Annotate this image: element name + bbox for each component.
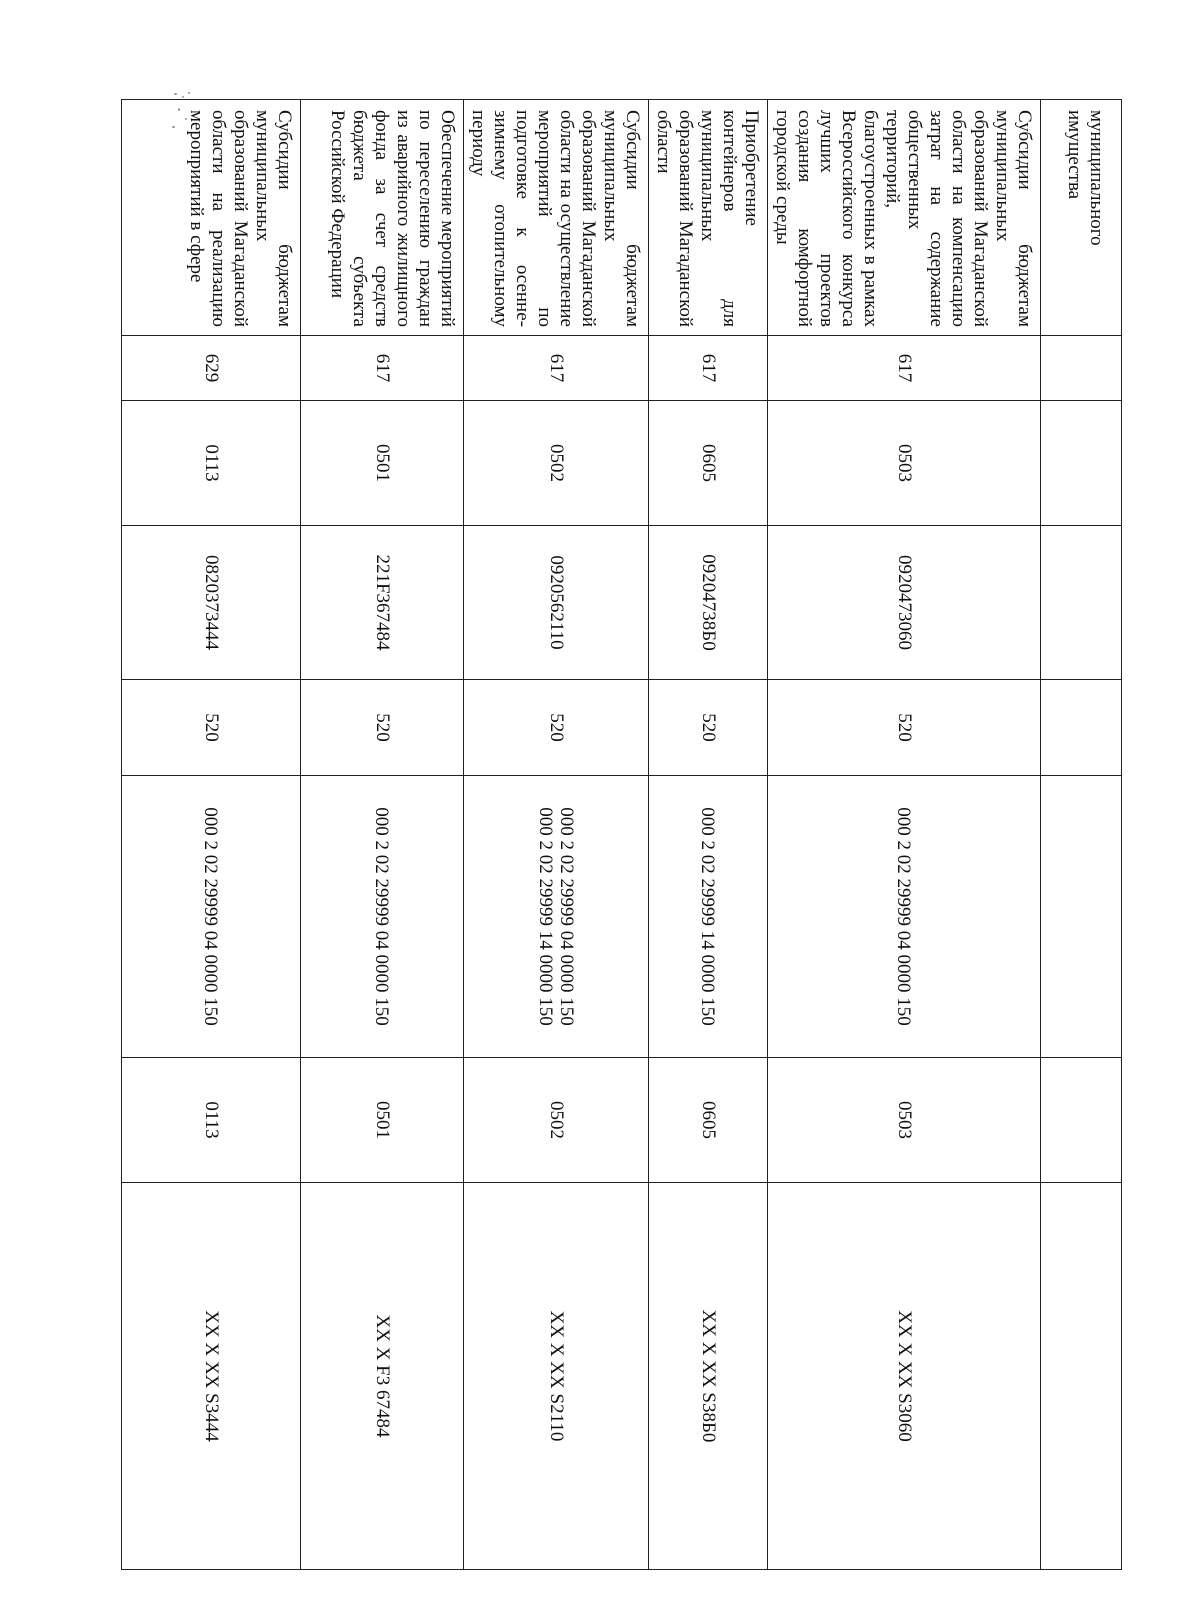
table-row bbox=[768, 100, 1041, 1570]
target-article-cell: 221F367484 bbox=[301, 526, 464, 680]
description-cell: Обеспечение мероприятий по переселению граждан из аварийного жилищного фонда за счет средств бюджета субъекта Российской Федерации bbox=[301, 100, 464, 336]
section-cell: 0502 bbox=[464, 401, 649, 526]
section2-cell: 0503 bbox=[768, 1058, 1041, 1183]
section-cell: 0501 bbox=[301, 401, 464, 526]
income-code-cell bbox=[464, 776, 649, 1058]
income-code-cell bbox=[122, 776, 301, 1058]
local-code-cell bbox=[1041, 1183, 1122, 1570]
target-article-cell: 09204738Б0 bbox=[649, 526, 768, 680]
section-cell: 0605 bbox=[649, 401, 768, 526]
income-code-cell bbox=[768, 776, 1041, 1058]
table-body bbox=[122, 100, 1122, 1570]
scan-speck bbox=[188, 92, 190, 94]
income-code-line: 000 2 02 29999 04 0000 150 bbox=[893, 807, 915, 1026]
description-cell: Субсидии бюджетам муниципальных образований Магаданской области на осуществление мероприятий по подготовке к осенне-зимнему отопительному периоду bbox=[464, 100, 649, 336]
description-cell: Приобретение контейнеров для муниципальных образований Магаданской области bbox=[649, 100, 768, 336]
local-code-cell: XX X XX S3060 bbox=[768, 1183, 1041, 1570]
admin-code-cell: 617 bbox=[649, 336, 768, 401]
income-code-line: 000 2 02 29999 14 0000 150 bbox=[535, 807, 556, 1026]
target-article-cell: 0920562110 bbox=[464, 526, 649, 680]
expense-type-cell: 520 bbox=[464, 680, 649, 776]
income-code-line: 000 2 02 29999 04 0000 150 bbox=[371, 807, 393, 1026]
table-row bbox=[122, 100, 301, 1570]
section2-cell: 0502 bbox=[464, 1058, 649, 1183]
section2-cell: 0113 bbox=[122, 1058, 301, 1183]
expense-type-cell: 520 bbox=[301, 680, 464, 776]
section-cell: 0113 bbox=[122, 401, 301, 526]
table-row bbox=[464, 100, 649, 1570]
table-row bbox=[649, 100, 768, 1570]
table-row bbox=[1041, 100, 1122, 1570]
expense-type-cell: 520 bbox=[122, 680, 301, 776]
description-cell: Субсидии бюджетам муниципальных образований Магаданской области на реализацию мероприятий в сфере bbox=[122, 100, 301, 336]
scan-speck bbox=[174, 93, 177, 95]
admin-code-cell: 629 bbox=[122, 336, 301, 401]
target-article-cell: 0820373444 bbox=[122, 526, 301, 680]
admin-code-cell: 617 bbox=[768, 336, 1041, 401]
local-code-cell: XX X XX S2110 bbox=[464, 1183, 649, 1570]
income-code-line: 000 2 02 29999 04 0000 150 bbox=[200, 807, 222, 1026]
section2-cell: 0501 bbox=[301, 1058, 464, 1183]
section-cell: 0503 bbox=[768, 401, 1041, 526]
target-article-cell: 0920473060 bbox=[768, 526, 1041, 680]
description-cell: Субсидии бюджетам муниципальных образований Магаданской области на компенсацию затрат на содержание общественных территорий, благоустроенных в рамках Всероссийского конкурса лучших проектов создания комфортной городской среды bbox=[768, 100, 1041, 336]
target-article-cell bbox=[1041, 526, 1122, 680]
local-code-cell: XX X XX S3444 bbox=[122, 1183, 301, 1570]
section2-cell bbox=[1041, 1058, 1122, 1183]
subsidy-code-table bbox=[121, 99, 1122, 1570]
expense-type-cell: 520 bbox=[768, 680, 1041, 776]
description-cell: муниципального имущества bbox=[1041, 100, 1122, 336]
table-row bbox=[301, 100, 464, 1570]
section-cell bbox=[1041, 401, 1122, 526]
rotated-page bbox=[186, 99, 1122, 1569]
income-code-line: 000 2 02 29999 04 0000 150 bbox=[556, 807, 577, 1026]
section2-cell: 0605 bbox=[649, 1058, 768, 1183]
expense-type-cell: 520 bbox=[649, 680, 768, 776]
admin-code-cell: 617 bbox=[464, 336, 649, 401]
income-code-cell bbox=[649, 776, 768, 1058]
scan-speck bbox=[182, 96, 184, 98]
expense-type-cell bbox=[1041, 680, 1122, 776]
income-code-cell bbox=[1041, 776, 1122, 1058]
income-code-cell bbox=[301, 776, 464, 1058]
admin-code-cell: 617 bbox=[301, 336, 464, 401]
local-code-cell: XX X F3 67484 bbox=[301, 1183, 464, 1570]
admin-code-cell bbox=[1041, 336, 1122, 401]
income-code-line: 000 2 02 29999 14 0000 150 bbox=[697, 807, 719, 1026]
local-code-cell: XX X XX S38Б0 bbox=[649, 1183, 768, 1570]
